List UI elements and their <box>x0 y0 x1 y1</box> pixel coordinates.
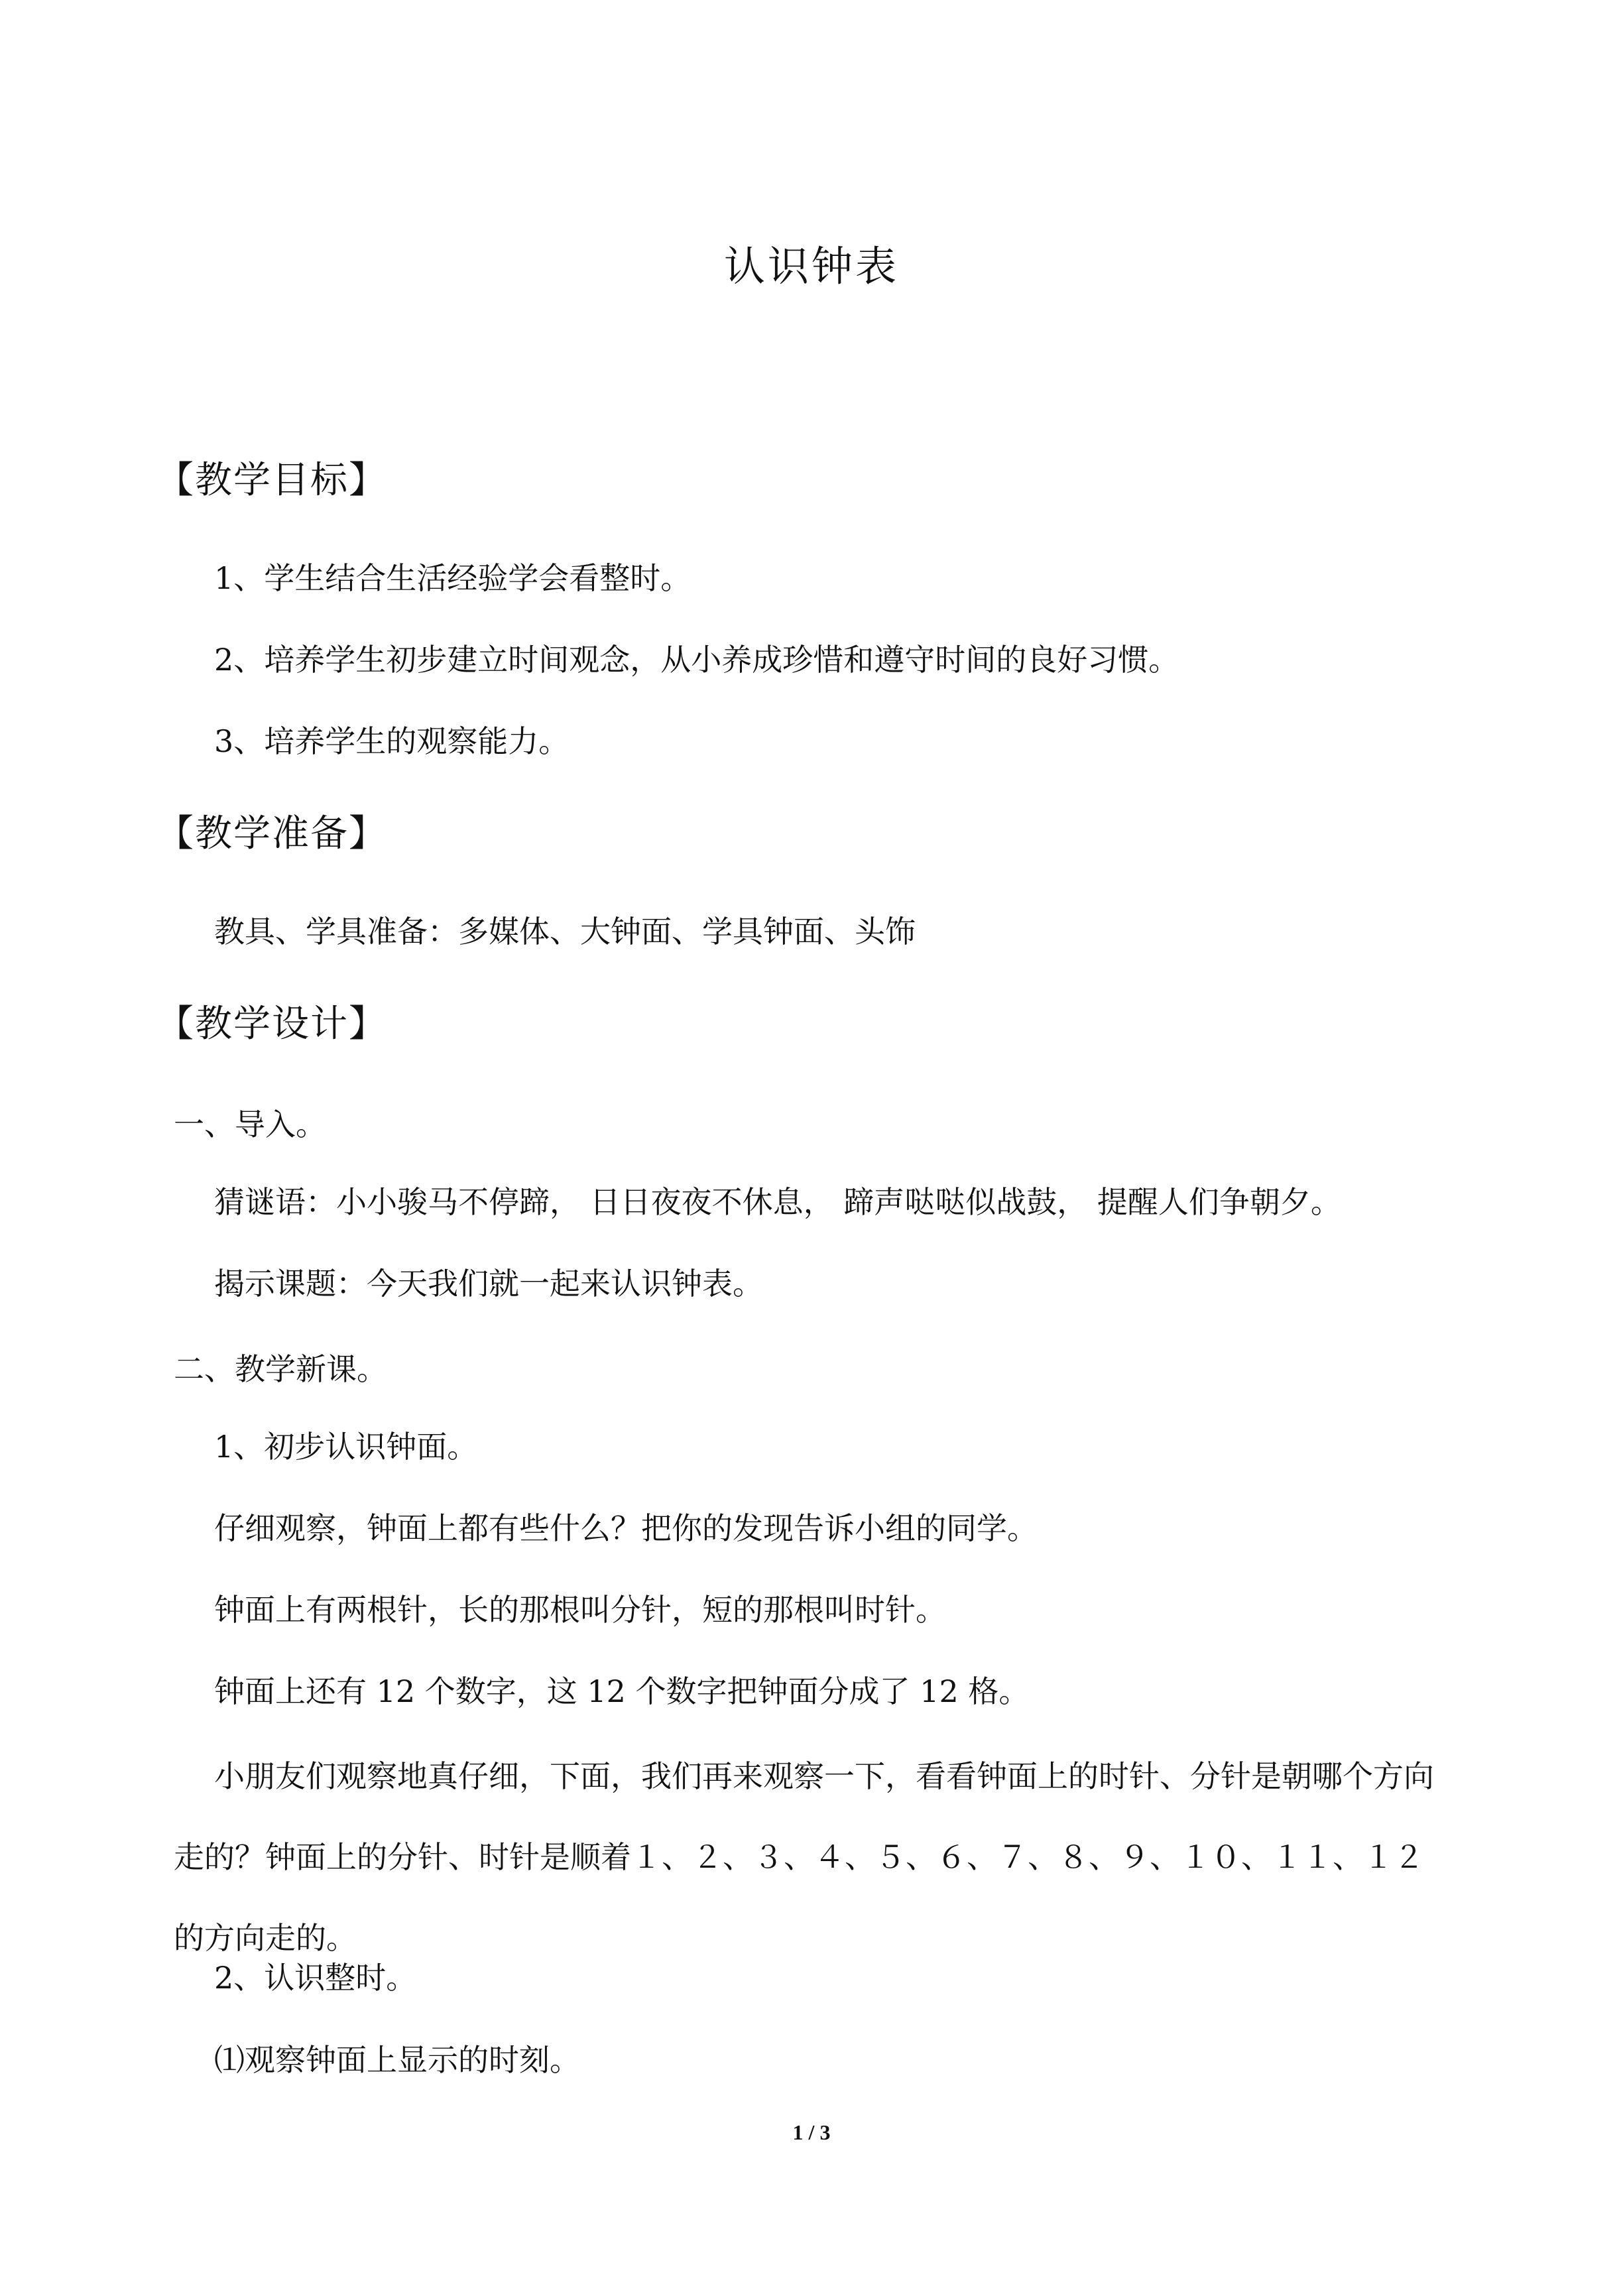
numbers-text: 钟面上还有 12 个数字，这 12 个数字把钟面分成了 12 格。 <box>214 1673 1030 1709</box>
hands-text: 钟面上有两根针，长的那根叫分针，短的那根叫时针。 <box>214 1592 946 1628</box>
step1-title: 1、初步认识钟面。 <box>214 1429 478 1465</box>
prep-text: 教具、学具准备：多媒体、大钟面、学具钟面、头饰 <box>214 914 916 949</box>
goal-item-1: 1、学生结合生活经验学会看整时。 <box>214 560 691 596</box>
page-number: 1 / 3 <box>792 2120 831 2144</box>
heading-goals: 【教学目标】 <box>156 459 387 502</box>
step2-title: 2、认识整时。 <box>214 1960 417 1996</box>
step2-sub-1: ⑴观察钟面上显示的时刻。 <box>214 2042 580 2078</box>
goal-item-2: 2、培养学生初步建立时间观念，从小养成珍惜和遵守时间的良好习惯。 <box>214 642 1179 678</box>
observe-text: 仔细观察，钟面上都有些什么？把你的发现告诉小组的同学。 <box>214 1510 1038 1546</box>
page-title: 认识钟表 <box>723 242 899 290</box>
reveal-text: 揭示课题：今天我们就一起来认识钟表。 <box>214 1266 763 1301</box>
goal-item-3: 3、培养学生的观察能力。 <box>214 723 570 759</box>
heading-design: 【教学设计】 <box>156 1002 387 1046</box>
part2-title: 二、教学新课。 <box>174 1351 387 1387</box>
part1-title: 一、导入。 <box>174 1107 326 1142</box>
heading-prep: 【教学准备】 <box>156 812 387 855</box>
direction-paragraph: 小朋友们观察地真仔细，下面，我们再来观察一下，看看钟面上的时针、分针是朝哪个方向走的？钟面上的分针、时针是顺着１、２、３、４、５、６、７、８、９、１０、１１、１２的方向走的。 <box>174 1758 1434 1956</box>
riddle-text: 猜谜语：小小骏马不停蹄， 日日夜夜不休息， 蹄声哒哒似战鼓， 提醒人们争朝夕。 <box>214 1184 1341 1220</box>
